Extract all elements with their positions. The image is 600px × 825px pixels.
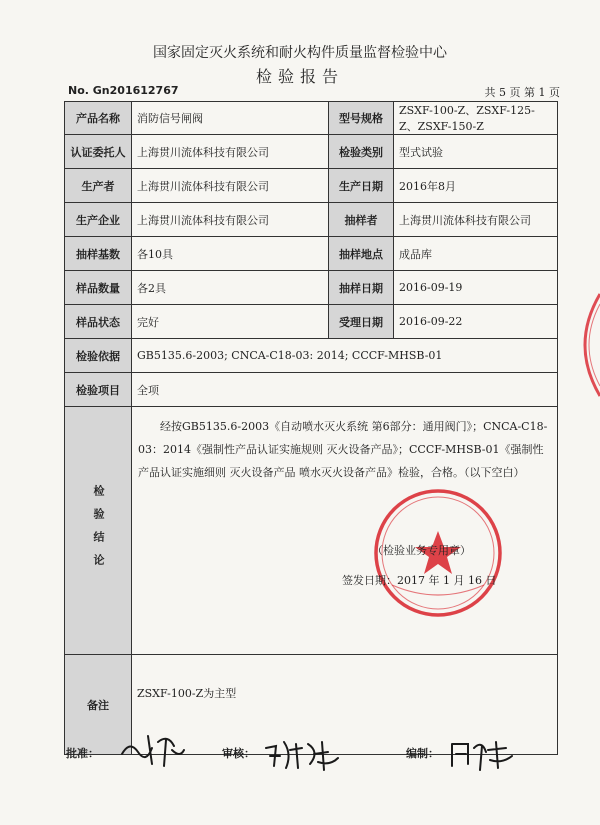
- sample-date-value: 2016-09-19: [394, 271, 558, 305]
- factory-label: 生产企业: [65, 203, 132, 237]
- product-name-label: 产品名称: [65, 102, 132, 135]
- accept-date-label: 受理日期: [329, 305, 394, 339]
- producer-value: 上海贯川流体科技有限公司: [132, 169, 329, 203]
- remark-value: ZSXF-100-Z为主型: [132, 655, 558, 755]
- reviewer-signature: [262, 734, 342, 774]
- production-date-label: 生产日期: [329, 169, 394, 203]
- page-indicator: 共 5 页 第 1 页: [484, 86, 560, 99]
- test-type-value: 型式试验: [394, 135, 558, 169]
- report-title: 检验报告: [255, 67, 344, 86]
- conclusion-label: 检验结论: [92, 484, 105, 577]
- sample-state-label: 样品状态: [65, 305, 132, 339]
- report-table: [64, 101, 558, 755]
- sample-qty-label: 样品数量: [65, 271, 132, 305]
- conclusion-text: 经按GB5135.6-2003《自动喷水灭火系统 第6部分：通用阀门》；CNCA-C18-03：2014《强制性产品认证实施规则 灭火设备产品》；CCCF-MHSB-01《强制性产品认证实施细则 灭火设备产品 喷水灭火设备产品》检验，合格。（以下空白）: [138, 420, 548, 479]
- page-edge-seal: [566, 290, 600, 400]
- model-label: 型号规格: [329, 102, 394, 135]
- producer-label: 生产者: [65, 169, 132, 203]
- sampler-value: 上海贯川流体科技有限公司: [394, 203, 558, 237]
- model-value: ZSXF-100-Z、ZSXF-125-Z、ZSXF-150-Z: [394, 102, 558, 135]
- factory-value: 上海贯川流体科技有限公司: [132, 203, 329, 237]
- issuing-organization: 国家固定灭火系统和耐火构件质量监督检验中心: [153, 45, 447, 61]
- accept-date-value: 2016-09-22: [394, 305, 558, 339]
- remark-label: 备注: [65, 655, 132, 755]
- sample-place-label: 抽样地点: [329, 237, 394, 271]
- conclusion-label-cell: [65, 407, 132, 655]
- sample-place-value: 成品库: [394, 237, 558, 271]
- compiler-signature: [446, 734, 516, 774]
- basis-label: 检验依据: [65, 339, 132, 373]
- sample-state-value: 完好: [132, 305, 329, 339]
- conclusion-cell: [132, 407, 558, 655]
- report-number: No. Gn201612767: [68, 84, 179, 97]
- items-label: 检验项目: [65, 373, 132, 407]
- product-name-value: 消防信号闸阀: [132, 102, 329, 135]
- review-label: 审核：: [222, 747, 255, 760]
- approve-label: 批准：: [66, 747, 99, 760]
- sign-date: 签发日期：2017 年 1 月 16 日: [342, 574, 497, 587]
- seal-note: （检验业务专用章）: [372, 544, 471, 557]
- client-label: 认证委托人: [65, 135, 132, 169]
- sample-qty-value: 各2具: [132, 271, 329, 305]
- approver-signature: [118, 730, 188, 770]
- items-value: 全项: [132, 373, 558, 407]
- production-date-value: 2016年8月: [394, 169, 558, 203]
- sample-date-label: 抽样日期: [329, 271, 394, 305]
- compile-label: 编制：: [406, 747, 439, 760]
- client-value: 上海贯川流体科技有限公司: [132, 135, 329, 169]
- sampler-label: 抽样者: [329, 203, 394, 237]
- test-type-label: 检验类别: [329, 135, 394, 169]
- sample-base-value: 各10具: [132, 237, 329, 271]
- sample-base-label: 抽样基数: [65, 237, 132, 271]
- basis-value: GB5135.6-2003; CNCA-C18-03: 2014; CCCF-MHSB-01: [132, 339, 558, 373]
